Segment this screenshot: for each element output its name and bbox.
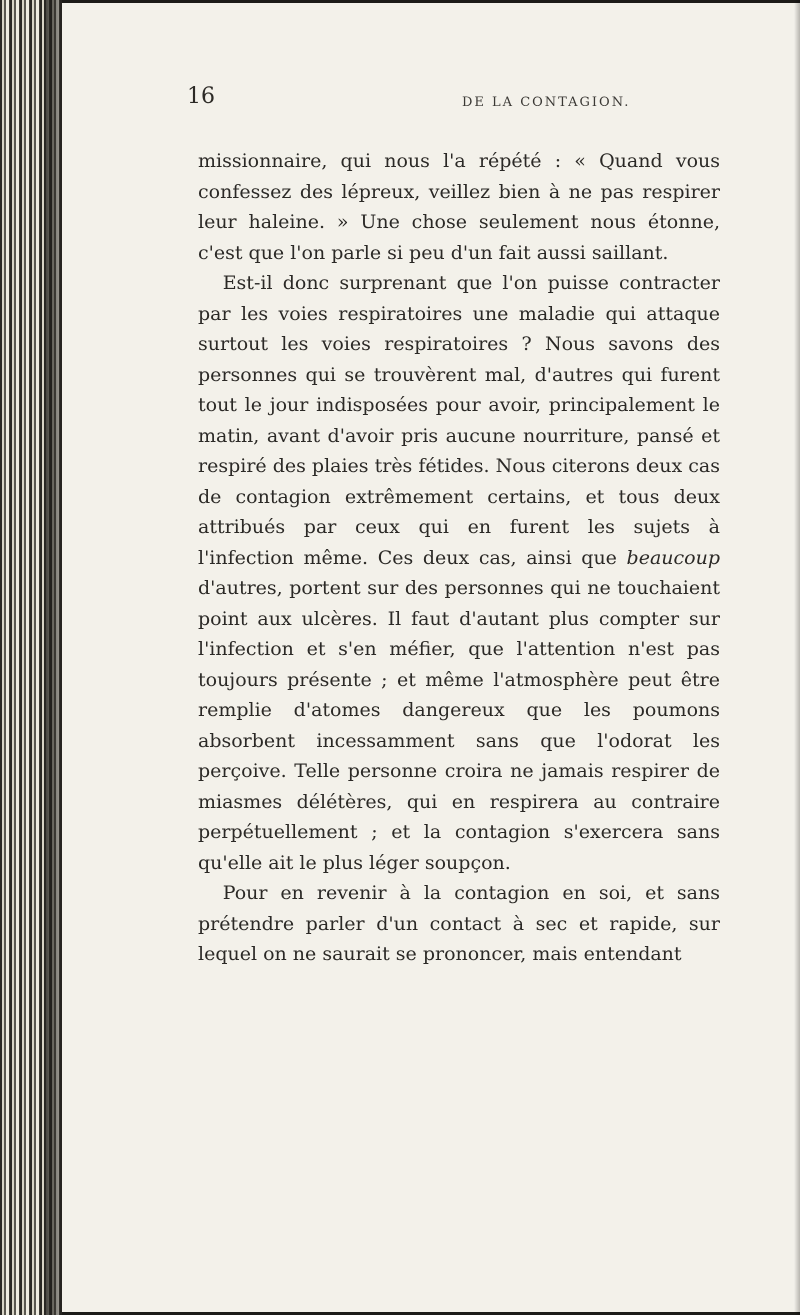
text-segment: missionnaire, qui nous l'a répété : « Quand vous confessez des lépreux, veillez bien à ne pas respirer leur haleine. » Une chose seulement nous étonne, c'est que l'on parle si peu d'un fait aussi saillant. <box>198 150 720 264</box>
page-number: 16 <box>187 84 215 109</box>
paragraph-2 <box>198 268 720 878</box>
paragraph-3 <box>198 878 720 970</box>
text-segment: Est-il donc surprenant que l'on puisse contracter par les voies respiratoires une maladie qui attaque surtout les voies respiratoires ? Nous savons des personnes qui se trouvèrent mal, d'autres qui furent tout le jour indisposées pour avoir, principalement le matin, avant d'avoir pris aucune nourriture, pansé et respiré des plaies très fétides. Nous citerons deux cas de contagion extrêmement certains, et tous deux attribués par ceux qui en furent les sujets à l'infection même. Ces deux cas, ainsi que <box>198 272 720 569</box>
text-segment: d'autres, portent sur des personnes qui ne touchaient point aux ulcères. Il faut d'autant plus compter sur l'infection et s'en méfier, que l'attention n'est pas toujours présente ; et même l'atmosphère peut être remplie d'atomes dangereux que les poumons absorbent incessamment sans que l'odorat les perçoive. Telle personne croira ne jamais respirer de miasmes délétères, qui en respirera au contraire perpétuellement ; et la contagion s'exercera sans qu'elle ait le plus léger soupçon. <box>198 577 720 874</box>
paragraph-1 <box>198 146 720 268</box>
italic-word: beaucoup <box>626 546 720 569</box>
running-head: DE LA CONTAGION. <box>462 95 631 110</box>
book-page <box>62 0 800 1315</box>
body-text <box>198 146 720 970</box>
text-segment: Pour en revenir à la contagion en soi, et sans prétendre parler d'un contact à sec et rapide, sur lequel on ne saurait se prononcer, mais entendant <box>198 882 720 965</box>
